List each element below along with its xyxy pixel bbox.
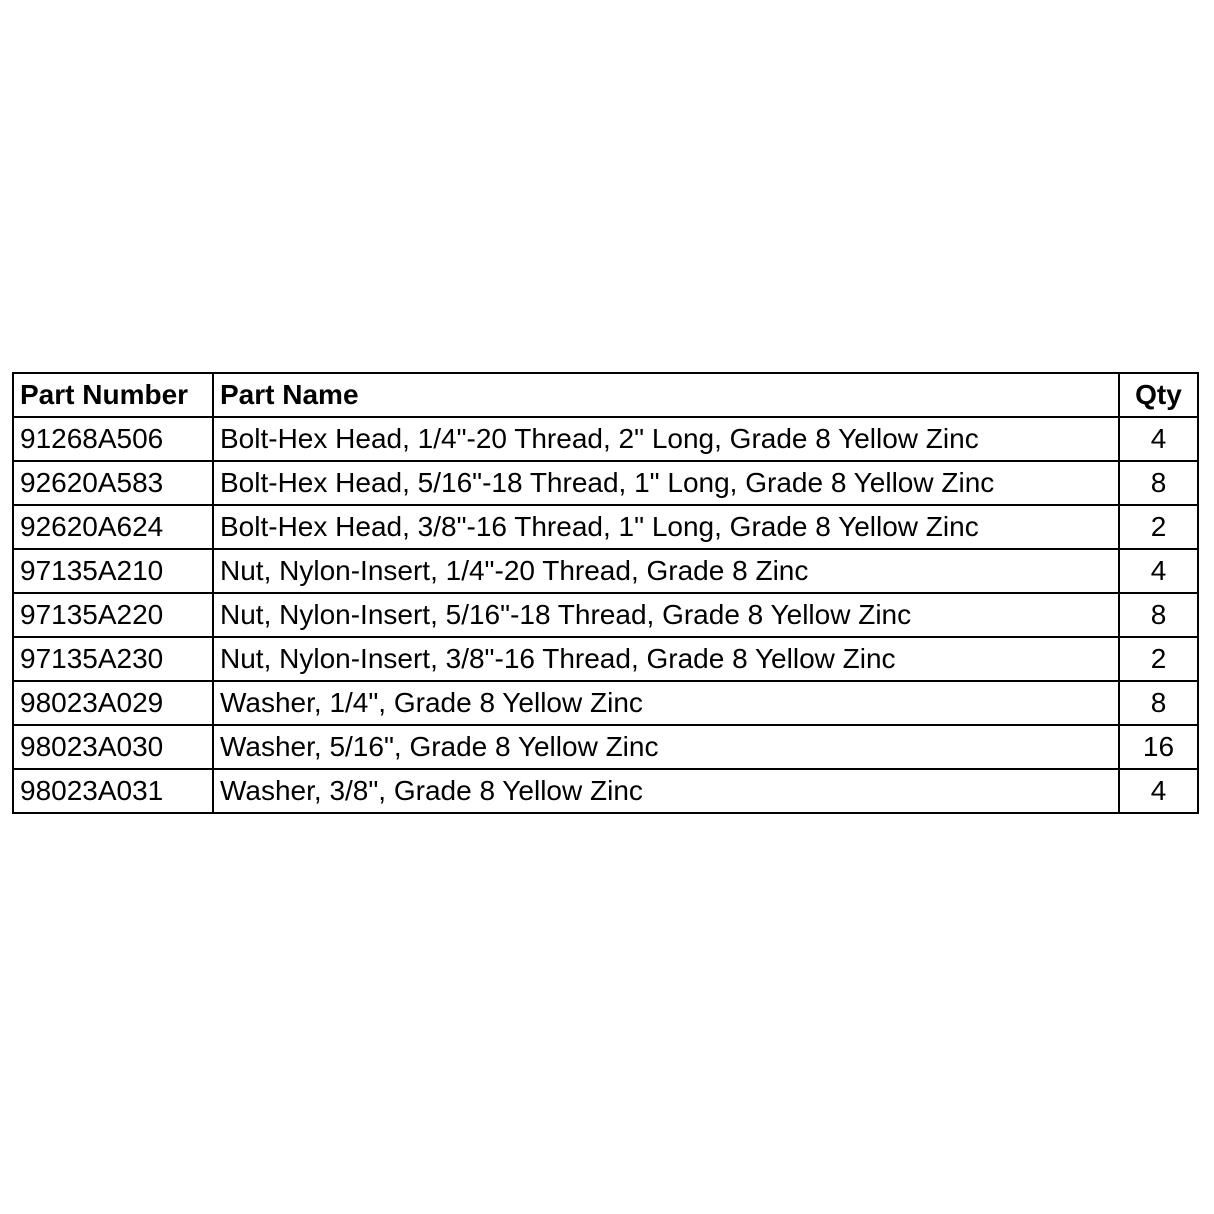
part-name-cell: Nut, Nylon-Insert, 3/8"-16 Thread, Grade 8 Yellow Zinc [213, 637, 1119, 681]
part-name-cell: Washer, 1/4", Grade 8 Yellow Zinc [213, 681, 1119, 725]
part-number-cell: 97135A230 [13, 637, 213, 681]
part-name-cell: Nut, Nylon-Insert, 5/16"-18 Thread, Grade 8 Yellow Zinc [213, 593, 1119, 637]
part-number-cell: 98023A030 [13, 725, 213, 769]
part-name-cell: Bolt-Hex Head, 1/4"-20 Thread, 2" Long, Grade 8 Yellow Zinc [213, 417, 1119, 461]
table-row [13, 637, 1198, 681]
table-row [13, 593, 1198, 637]
part-number-cell: 92620A624 [13, 505, 213, 549]
part-name-cell: Bolt-Hex Head, 3/8"-16 Thread, 1" Long, Grade 8 Yellow Zinc [213, 505, 1119, 549]
table-row [13, 681, 1198, 725]
part-number-cell: 98023A029 [13, 681, 213, 725]
table-row [13, 417, 1198, 461]
part-name-cell: Washer, 5/16", Grade 8 Yellow Zinc [213, 725, 1119, 769]
qty-cell: 4 [1119, 549, 1198, 593]
header-part-number: Part Number [13, 373, 213, 417]
qty-cell: 8 [1119, 593, 1198, 637]
qty-cell: 16 [1119, 725, 1198, 769]
qty-cell: 8 [1119, 461, 1198, 505]
part-number-cell: 92620A583 [13, 461, 213, 505]
part-number-cell: 97135A210 [13, 549, 213, 593]
table-row [13, 725, 1198, 769]
qty-cell: 2 [1119, 505, 1198, 549]
qty-cell: 2 [1119, 637, 1198, 681]
qty-cell: 8 [1119, 681, 1198, 725]
header-part-name: Part Name [213, 373, 1119, 417]
qty-cell: 4 [1119, 417, 1198, 461]
table-row [13, 769, 1198, 813]
parts-table [12, 372, 1199, 814]
table-row [13, 505, 1198, 549]
part-name-cell: Bolt-Hex Head, 5/16"-18 Thread, 1" Long, Grade 8 Yellow Zinc [213, 461, 1119, 505]
qty-cell: 4 [1119, 769, 1198, 813]
header-qty: Qty [1119, 373, 1198, 417]
table-header-row [13, 373, 1198, 417]
part-name-cell: Nut, Nylon-Insert, 1/4"-20 Thread, Grade 8 Zinc [213, 549, 1119, 593]
part-number-cell: 97135A220 [13, 593, 213, 637]
part-number-cell: 91268A506 [13, 417, 213, 461]
part-name-cell: Washer, 3/8", Grade 8 Yellow Zinc [213, 769, 1119, 813]
table-row [13, 461, 1198, 505]
table-row [13, 549, 1198, 593]
part-number-cell: 98023A031 [13, 769, 213, 813]
